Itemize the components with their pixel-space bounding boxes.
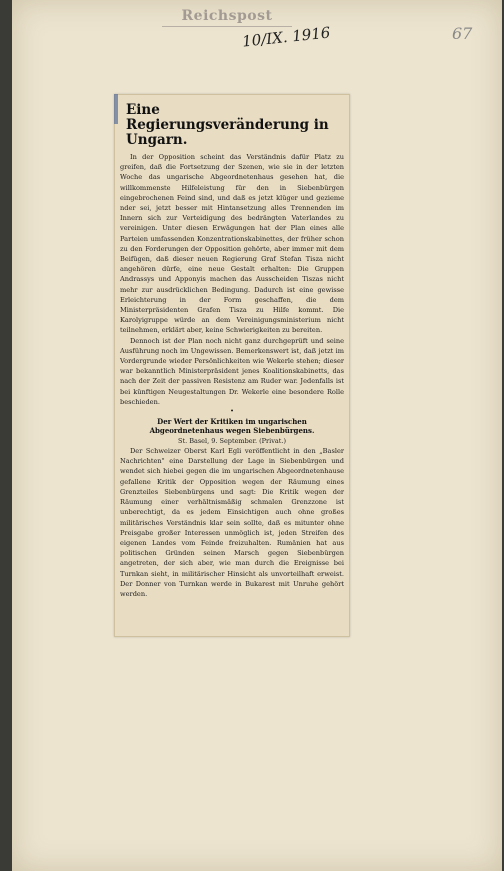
newspaper-clipping	[114, 94, 350, 637]
handwritten-date: 10/IX. 1916	[241, 23, 332, 51]
pencil-mark	[114, 94, 118, 124]
section-separator: •	[230, 408, 234, 416]
dateline: St. Basel, 9. September. (Privat.)	[178, 437, 286, 446]
article-paragraph: Der Schweizer Oberst Karl Egli veröffentlicht in den „Basler Nachrichten" eine Darstellung der Lage in Siebenbürgen und wendet sich hiebei gegen die im ungarischen Abgeordnetenhause gefallene Kritik der Opposition wegen der Räumung eines Grenzteiles Siebenbürgens und sagt: Die Kritik wegen der Räumung einer verhältnismäßig schmalen Grenzzone ist unberechtigt, da es jedem Einsichtigen auch ohne großes militärisches Verständnis klar sein sollte, daß es mitunter ohne Preisgabe großer Interessen unmöglich ist, jeden Streifen des eigenen Landes vom Feinde freizuhalten. Rumänien hat aus politischen Gründen seinen Marsch gegen Siebenbürgen angetreten, der sich aber, wie man durch die Ereignisse bei Turnkan sieht, in militärischer Hinsicht als unvorteilhaft erweist. Der Donner von Turnkan werde in Bukarest mit Unruhe gehört werden.	[120, 447, 344, 598]
newspaper-stamp: Reichspost	[162, 8, 292, 27]
subheadline: Der Wert der Kritiken im ungarischen Abgeordnetenhaus wegen Siebenbürgens.	[149, 417, 315, 436]
article-paragraph: In der Opposition scheint das Verständnis dafür Platz zu greifen, daß die Fortsetzung der Szenen, wie sie in der letzten Woche das ungarische Abgeordnetenhaus gesehen hat, die willkommenste Hilfeleistung für den in Siebenbürgen eingebrochenen Feind sind, und daß es jetzt klüger und gezieme nder sei, jetzt besser mit Hintansetzung alles Trennenden im Innern sich zur Verteidigung des bedrängten Vaterlandes zu vereinigen. Unter diesen Erwägungen hat der Plan eines alle Parteien umfassenden Konzentrationskabinettes, der früher schon zu den Forderungen der Opposition gehörte, aber immer mit dem Beifügen, daß dieser neuen Regierung Graf Stefan Tisza nicht angehören dürfe, eine neue Gestalt erhalten: Die Gruppen Andrassys und Apponyis machen das Ausscheiden Tiszas nicht mehr zur ausdrücklichen Bedingung. Dadurch ist eine gewisse Erleichterung in der Form geschaffen, die dem Ministerpräsidenten Grafen Tisza zu Hilfe kommt. Die Karolyigruppe würde an dem Vereinigungsministerium nicht teilnehmen, erklärt aber, keine Schwierigkeiten zu bereiten.	[120, 153, 344, 335]
article-title: Eine Regierungsveränderung in Ungarn.	[126, 102, 329, 148]
article-paragraph: Dennoch ist der Plan noch nicht ganz durchgeprüft und seine Ausführung noch im Ungewissen. Bemerkenswert ist, daß jetzt im Vordergrunde wieder Persönlichkeiten wie Wekerle stehen; dieser war bekanntlich Ministerpräsident jenes Koalitionskabinetts, das nach der Zeit der passiven Resistenz am Ruder war. Jedenfalls ist bei künftigen Neugestaltungen Dr. Wekerle eine besondere Rolle beschieden.	[120, 336, 344, 406]
page-number: 67	[452, 24, 473, 43]
